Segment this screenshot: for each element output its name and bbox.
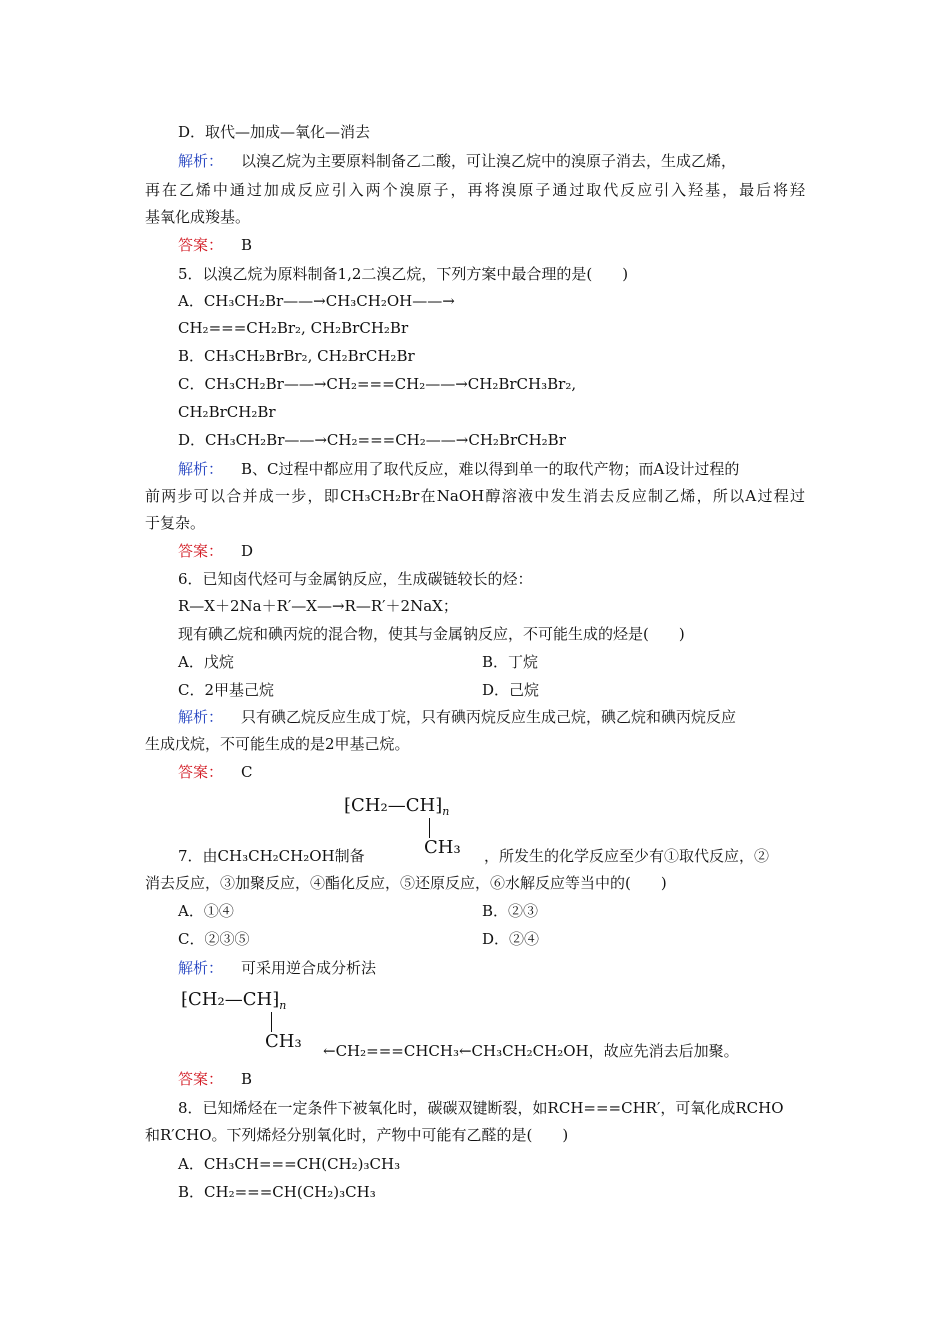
q7-stem-line-2: 消去反应，③加聚反应，④酯化反应，⑤还原反应，⑥水解反应等当中的( ) — [145, 874, 667, 892]
q4-option-d: D．取代—加成—氧化—消去 — [178, 123, 371, 141]
answer-label: 答案： — [178, 1070, 224, 1088]
q7-option-b: B．②③ — [482, 902, 539, 920]
q6-answer: 答案： C — [178, 763, 253, 781]
q7-analysis-line-2: ←CH₂===CHCH₃←CH₃CH₂CH₂OH，故应先消去后加聚。 — [323, 1042, 739, 1060]
q7-option-d: D．②④ — [482, 930, 540, 948]
q4-answer: 答案： B — [178, 236, 253, 254]
analysis-label: 解析： — [178, 959, 224, 977]
q8-option-b: B．CH₂===CH(CH₂)₃CH₃ — [178, 1183, 376, 1201]
q5-option-a-line-1: A．CH₃CH₂Br——→CH₃CH₂OH——→ — [178, 292, 455, 310]
q6-option-d: D．己烷 — [482, 681, 540, 699]
q6-stem-2: 现有碘乙烷和碘丙烷的混合物，使其与金属钠反应，不可能生成的烃是( ) — [178, 625, 685, 643]
polymer-bond-line — [271, 1012, 272, 1032]
polymer-side-group: CH₃ — [424, 837, 461, 858]
polymer-bond-line — [429, 818, 430, 838]
q5-answer: 答案： D — [178, 542, 254, 560]
q8-option-a: A．CH₃CH===CH(CH₂)₃CH₃ — [178, 1155, 401, 1173]
polymer-n: n — [442, 805, 450, 818]
q7-answer: 答案： B — [178, 1070, 253, 1088]
q6-option-c: C．2甲基己烷 — [178, 681, 275, 699]
q5-option-c-line-1: C．CH₃CH₂Br——→CH₂===CH₂——→CH₂BrCH₃Br₂, — [178, 375, 577, 393]
q5-option-b: B．CH₃CH₂BrBr₂, CH₂BrCH₂Br — [178, 347, 415, 365]
q4-analysis-line-3: 基氧化成羧基。 — [145, 208, 251, 226]
q4-analysis-line-2: 再在乙烯中通过加成反应引入两个溴原子，再将溴原子通过取代反应引入羟基，最后将羟 — [145, 181, 805, 199]
q6-stem: 6．已知卤代烃可与金属钠反应，生成碳链较长的烃： — [178, 570, 533, 588]
q6-option-b: B．丁烷 — [482, 653, 539, 671]
q8-stem-line-1: 8．已知烯烃在一定条件下被氧化时，碳碳双键断裂，如RCH===CHR′，可氧化成RCHO — [178, 1099, 784, 1117]
q8-stem-line-2: 和R′CHO。下列烯烃分别氧化时，产物中可能有乙醛的是( ) — [145, 1126, 569, 1144]
q7-stem-line-1: 7．由CH₃CH₂CH₂OH制备 — [178, 847, 365, 865]
q5-option-c-line-2: CH₂BrCH₂Br — [178, 403, 276, 421]
answer-label: 答案： — [178, 236, 224, 254]
q5-option-d: D．CH₃CH₂Br——→CH₂===CH₂——→CH₂BrCH₂Br — [178, 431, 566, 449]
q7-option-a: A．①④ — [178, 902, 234, 920]
polymer-main-chain: CH₂—CH — [188, 989, 273, 1010]
q6-analysis-line-1: 解析： 只有碘乙烷反应生成丁烷，只有碘丙烷反应生成己烷，碘乙烷和碘丙烷反应 — [178, 708, 737, 726]
q7-option-c: C．②③⑤ — [178, 930, 250, 948]
answer-label: 答案： — [178, 542, 224, 560]
q5-analysis-line-1: 解析： B、C过程中都应用了取代反应，难以得到单一的取代产物；而A设计过程的 — [178, 460, 740, 478]
q5-analysis-line-2: 前两步可以合并成一步，即CH₃CH₂Br在NaOH醇溶液中发生消去反应制乙烯，所以A过程过 — [145, 487, 805, 505]
polymer-side-group: CH₃ — [265, 1031, 302, 1052]
analysis-label: 解析： — [178, 460, 224, 478]
q7-analysis-polymer-structure: $⁅CH_2—CH⁆_n$ CH₃ — [181, 989, 302, 1052]
q5-option-a-line-2: CH₂===CH₂Br₂, CH₂BrCH₂Br — [178, 319, 409, 337]
answer-label: 答案： — [178, 763, 224, 781]
analysis-label: 解析： — [178, 152, 224, 170]
analysis-label: 解析： — [178, 708, 224, 726]
q7-polymer-structure: $⁅CH_2—CH⁆_n$ CH₃ — [344, 795, 461, 858]
q6-options-row-1 — [178, 652, 234, 672]
q6-analysis-line-2: 生成戊烷，不可能生成的是2甲基己烷。 — [145, 735, 410, 753]
polymer-main-chain: CH₂—CH — [351, 795, 436, 816]
polymer-n: n — [279, 999, 287, 1012]
q5-stem: 5．以溴乙烷为原料制备1,2二溴乙烷，下列方案中最合理的是( ) — [178, 265, 629, 283]
q7-stem-line-1-tail: ，所发生的化学反应至少有①取代反应，② — [484, 847, 770, 865]
q6-option-a: A．戊烷 — [178, 653, 234, 671]
q4-analysis-line-1: 解析： 以溴乙烷为主要原料制备乙二酸，可让溴乙烷中的溴原子消去，生成乙烯， — [178, 152, 737, 170]
q5-analysis-line-3: 于复杂。 — [145, 514, 206, 532]
q6-equation: R—X＋2Na＋R′—X—→R—R′＋2NaX； — [178, 597, 458, 615]
q7-analysis-line-1: 解析： 可采用逆合成分析法 — [178, 959, 377, 977]
